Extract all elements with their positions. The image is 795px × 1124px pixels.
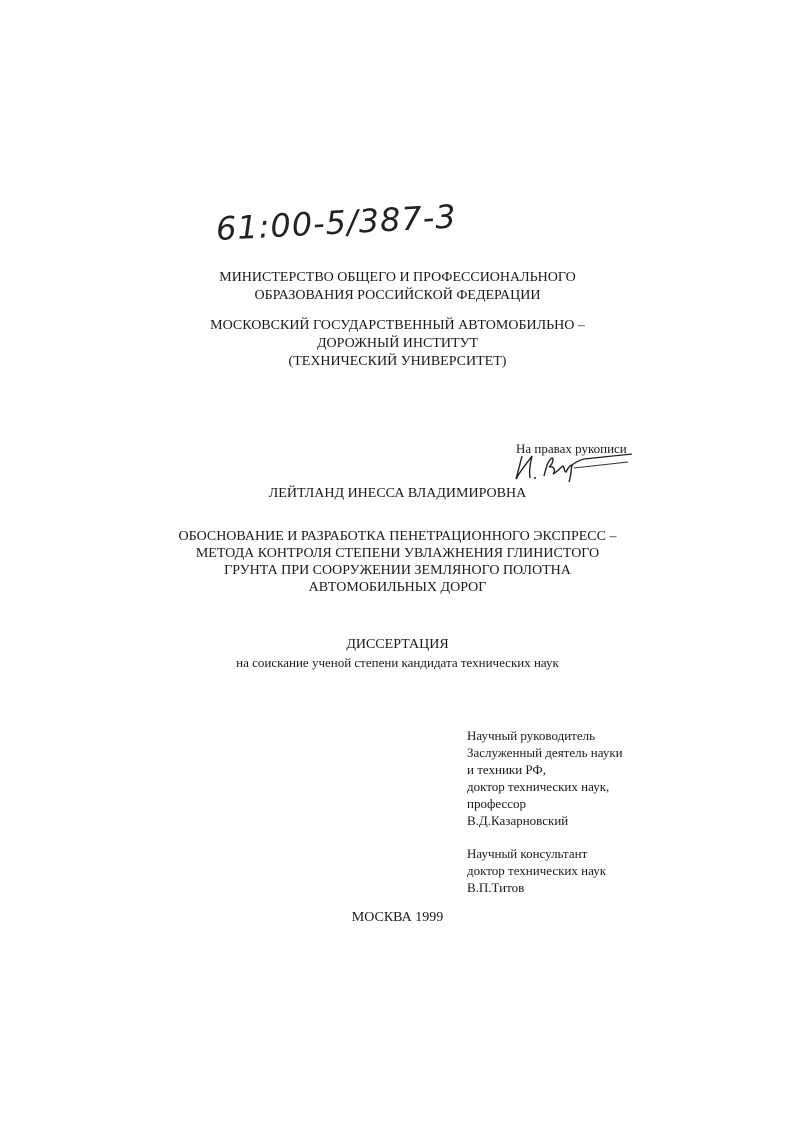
dissertation-subtitle: на соискание ученой степени кандидата технических наук bbox=[236, 655, 559, 670]
advisor-section bbox=[467, 727, 623, 829]
author-signature-icon bbox=[508, 446, 638, 486]
institute-line-2: ДОРОЖНЫЙ ИНСТИТУТ bbox=[316, 336, 479, 351]
title-line: ОБОСНОВАНИЕ И РАЗРАБОТКА ПЕНЕТРАЦИОННОГО ЭКСПРЕСС – bbox=[178, 529, 617, 544]
author-name-block bbox=[0, 485, 795, 503]
handwritten-archive-number: 61:00-5/387-3 bbox=[215, 197, 458, 248]
title-line: ГРУНТА ПРИ СООРУЖЕНИИ ЗЕМЛЯНОГО ПОЛОТНА bbox=[224, 563, 571, 578]
institute-line-3: (ТЕХНИЧЕСКИЙ УНИВЕРСИТЕТ) bbox=[288, 354, 507, 369]
ministry-line-2: ОБРАЗОВАНИЯ РОССИЙСКОЙ ФЕДЕРАЦИИ bbox=[254, 288, 541, 303]
title-line: МЕТОДА КОНТРОЛЯ СТЕПЕНИ УВЛАЖНЕНИЯ ГЛИНИСТОГО bbox=[195, 546, 600, 561]
advisor-line: профессор bbox=[467, 796, 527, 811]
institute-line-1: МОСКОВСКИЙ ГОСУДАРСТВЕННЫЙ АВТОМОБИЛЬНО – bbox=[210, 318, 585, 333]
consultant-line: доктор технических наук bbox=[467, 863, 607, 878]
city-year: МОСКВА 1999 bbox=[351, 910, 444, 925]
consultant-line: Научный консультант bbox=[467, 846, 588, 861]
consultant-section bbox=[467, 845, 623, 896]
advisor-line: доктор технических наук, bbox=[467, 779, 610, 794]
author-name: ЛЕЙТЛАНД ИНЕССА ВЛАДИМИРОВНА bbox=[268, 486, 527, 501]
advisor-line: Научный руководитель bbox=[467, 728, 596, 743]
ministry-line-1: МИНИСТЕРСТВО ОБЩЕГО И ПРОФЕССИОНАЛЬНОГО bbox=[219, 270, 576, 285]
institute-header bbox=[0, 317, 795, 371]
ministry-header bbox=[0, 269, 795, 305]
advisors-block bbox=[467, 727, 623, 896]
city-year-block bbox=[0, 909, 795, 927]
dissertation-type bbox=[0, 636, 795, 672]
dissertation-label: ДИССЕРТАЦИЯ bbox=[346, 637, 449, 652]
advisor-name: В.Д.Казарновский bbox=[467, 813, 569, 828]
consultant-name: В.П.Титов bbox=[467, 880, 525, 895]
manuscript-rights-note: На правах рукописи bbox=[516, 441, 627, 456]
title-line: АВТОМОБИЛЬНЫХ ДОРОГ bbox=[308, 580, 487, 595]
advisor-line: и техники РФ, bbox=[467, 762, 546, 777]
dissertation-title bbox=[0, 528, 795, 596]
advisor-line: Заслуженный деятель науки bbox=[467, 745, 623, 760]
